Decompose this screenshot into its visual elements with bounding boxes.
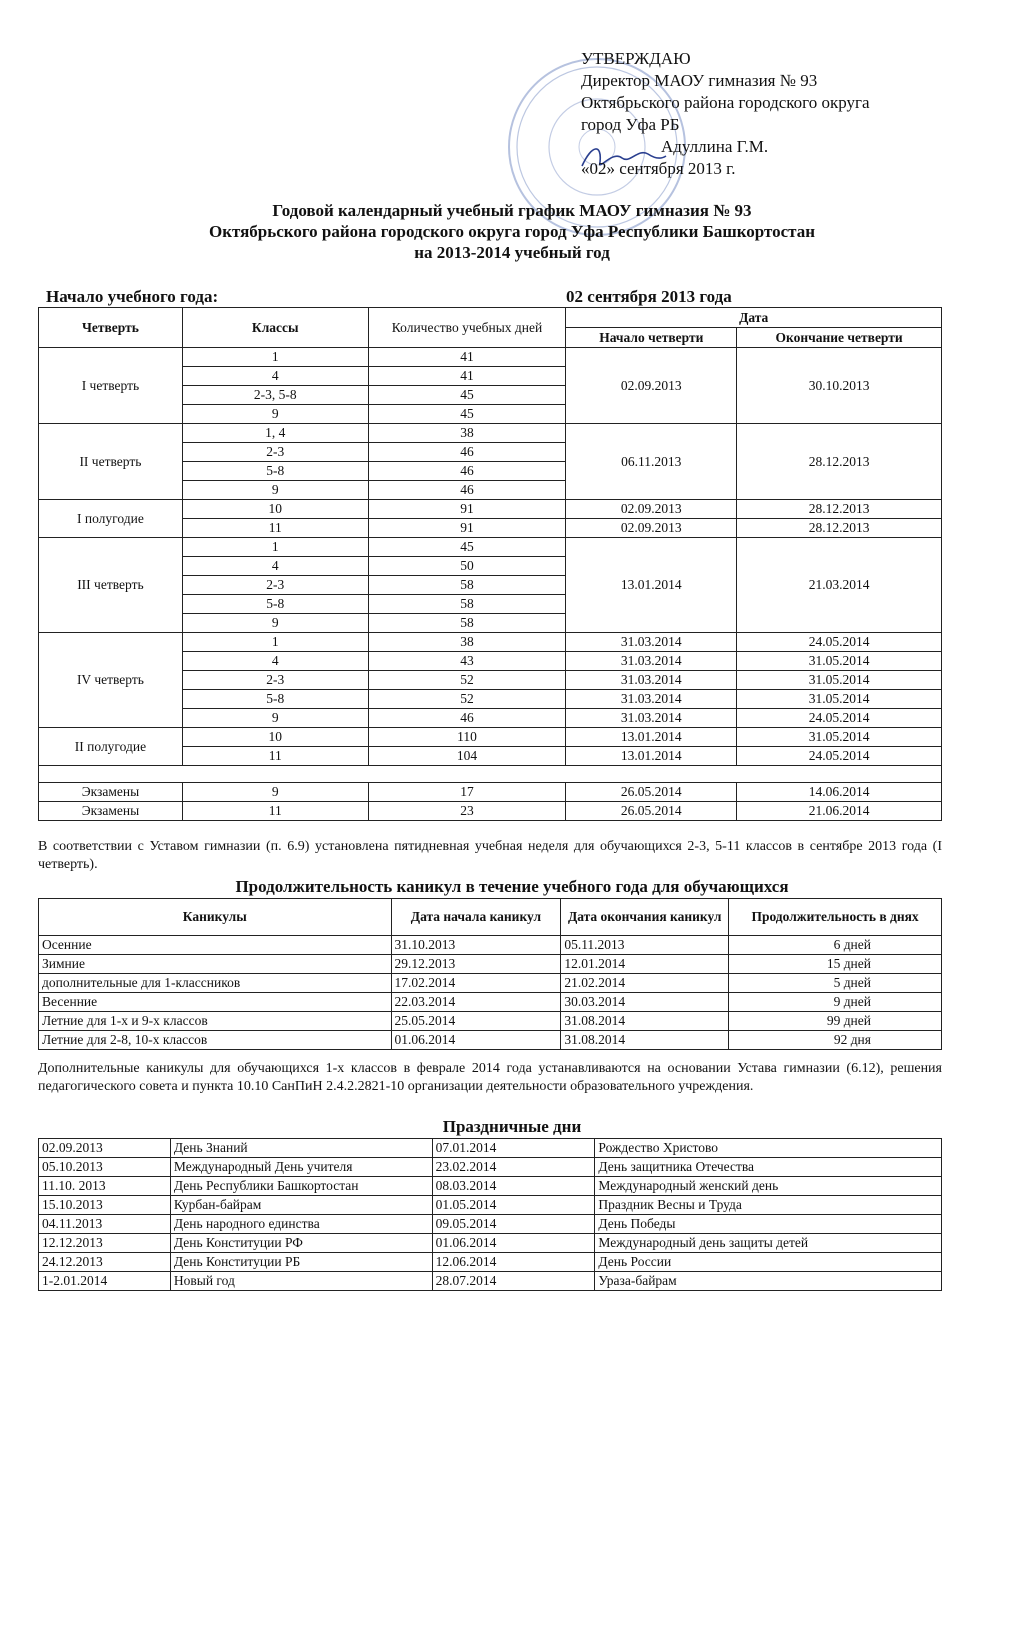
header-vac-start: Дата начала каникул <box>391 899 561 936</box>
end-cell: 24.05.2014 <box>737 633 942 652</box>
vacations-table <box>38 898 942 1050</box>
vac-end: 31.08.2014 <box>561 1012 729 1031</box>
table-row <box>39 500 942 519</box>
header-vac-length: Продолжительность в днях <box>729 899 942 936</box>
table-row <box>39 1139 942 1158</box>
quarter-name: II полугодие <box>39 728 183 766</box>
days-cell: 23 <box>368 802 566 821</box>
days-cell: 46 <box>368 443 566 462</box>
class-cell: 9 <box>182 783 368 802</box>
class-cell: 2-3 <box>182 671 368 690</box>
vac-start: 25.05.2014 <box>391 1012 561 1031</box>
quarter-name: I четверть <box>39 348 183 424</box>
vac-name: Весенние <box>39 993 392 1012</box>
approval-line: Директор МАОУ гимназия № 93 <box>581 71 818 90</box>
class-cell: 5-8 <box>182 690 368 709</box>
year-start-value: 02 сентября 2013 года <box>566 287 732 306</box>
holiday-date: 04.11.2013 <box>39 1215 171 1234</box>
vac-name: Осенние <box>39 936 392 955</box>
table-row <box>39 1215 942 1234</box>
exam-name: Экзамены <box>39 802 183 821</box>
vac-length: 92 дня <box>729 1031 942 1050</box>
approval-line: Октябрьского района городского округа <box>581 93 870 112</box>
vac-start: 17.02.2014 <box>391 974 561 993</box>
holiday-date: 08.03.2014 <box>432 1177 595 1196</box>
vac-name: Летние для 1-х и 9-х классов <box>39 1012 392 1031</box>
class-cell: 4 <box>182 652 368 671</box>
class-cell: 2-3, 5-8 <box>182 386 368 405</box>
class-cell: 9 <box>182 481 368 500</box>
quarter-name: IV четверть <box>39 633 183 728</box>
days-cell: 41 <box>368 348 566 367</box>
vac-end: 21.02.2014 <box>561 974 729 993</box>
start-cell: 13.01.2014 <box>566 538 737 633</box>
days-cell: 41 <box>368 367 566 386</box>
header-vac-name: Каникулы <box>39 899 392 936</box>
holiday-date: 1-2.01.2014 <box>39 1272 171 1291</box>
table-row <box>39 348 942 367</box>
table-row <box>39 783 942 802</box>
header-end: Окончание четверти <box>737 328 942 348</box>
class-cell: 5-8 <box>182 462 368 481</box>
end-cell: 28.12.2013 <box>737 424 942 500</box>
start-cell: 26.05.2014 <box>566 802 737 821</box>
title-line: Годовой календарный учебный график МАОУ гимназия № 93 <box>272 201 752 220</box>
holiday-name: День народного единства <box>170 1215 432 1234</box>
class-cell: 10 <box>182 500 368 519</box>
title-line: Октябрьского района городского округа город Уфа Республики Башкортостан <box>208 222 816 241</box>
holidays-table <box>38 1138 942 1291</box>
holiday-date: 12.06.2014 <box>432 1253 595 1272</box>
approval-line: УТВЕРЖДАЮ <box>581 49 691 68</box>
vac-length: 5 дней <box>729 974 942 993</box>
table-row <box>39 1177 942 1196</box>
start-cell: 31.03.2014 <box>566 690 737 709</box>
days-cell: 58 <box>368 576 566 595</box>
holiday-name: Ураза-байрам <box>595 1272 942 1291</box>
holiday-name: День Победы <box>595 1215 942 1234</box>
holiday-date: 07.01.2014 <box>432 1139 595 1158</box>
holiday-date: 05.10.2013 <box>39 1158 171 1177</box>
start-cell: 31.03.2014 <box>566 709 737 728</box>
end-cell: 31.05.2014 <box>737 728 942 747</box>
vac-name: дополнительные для 1-классников <box>39 974 392 993</box>
vac-name: Зимние <box>39 955 392 974</box>
class-cell: 2-3 <box>182 576 368 595</box>
days-cell: 43 <box>368 652 566 671</box>
days-cell: 58 <box>368 595 566 614</box>
vac-length: 9 дней <box>729 993 942 1012</box>
empty-row <box>39 766 942 783</box>
holiday-date: 11.10. 2013 <box>39 1177 171 1196</box>
quarter-name: III четверть <box>39 538 183 633</box>
header-start: Начало четверти <box>566 328 737 348</box>
holiday-date: 23.02.2014 <box>432 1158 595 1177</box>
title-line: на 2013-2014 учебный год <box>414 243 610 262</box>
holiday-name: Рождество Христово <box>595 1139 942 1158</box>
table-row <box>39 936 942 955</box>
holiday-name: Международный день защиты детей <box>595 1234 942 1253</box>
approval-date: «02» сентября 2013 г. <box>581 159 736 178</box>
vac-start: 01.06.2014 <box>391 1031 561 1050</box>
end-cell: 31.05.2014 <box>737 671 942 690</box>
days-cell: 46 <box>368 462 566 481</box>
days-cell: 52 <box>368 690 566 709</box>
vac-length: 6 дней <box>729 936 942 955</box>
class-cell: 1 <box>182 538 368 557</box>
table-row <box>39 974 942 993</box>
vac-end: 12.01.2014 <box>561 955 729 974</box>
header-classes: Классы <box>182 308 368 348</box>
end-cell: 24.05.2014 <box>737 747 942 766</box>
table-row <box>39 955 942 974</box>
vac-length: 99 дней <box>729 1012 942 1031</box>
approval-signer: Адуллина Г.М. <box>661 137 769 156</box>
start-cell: 02.09.2013 <box>566 519 737 538</box>
end-cell: 28.12.2013 <box>737 500 942 519</box>
header-vac-end: Дата окончания каникул <box>561 899 729 936</box>
exam-name: Экзамены <box>39 783 183 802</box>
holiday-date: 28.07.2014 <box>432 1272 595 1291</box>
days-cell: 38 <box>368 633 566 652</box>
class-cell: 4 <box>182 367 368 386</box>
header-date: Дата <box>566 308 942 328</box>
holidays-heading: Праздничные дни <box>442 1117 582 1136</box>
schedule-table <box>38 307 942 821</box>
end-cell: 31.05.2014 <box>737 690 942 709</box>
holiday-date: 15.10.2013 <box>39 1196 171 1215</box>
end-cell: 24.05.2014 <box>737 709 942 728</box>
holiday-name: День Конституции РФ <box>170 1234 432 1253</box>
vacations-heading: Продолжительность каникул в течение учебного года для обучающихся <box>235 877 789 896</box>
holiday-name: Курбан-байрам <box>170 1196 432 1215</box>
vac-end: 30.03.2014 <box>561 993 729 1012</box>
quarter-name: I полугодие <box>39 500 183 538</box>
vac-start: 31.10.2013 <box>391 936 561 955</box>
class-cell: 11 <box>182 519 368 538</box>
start-cell: 31.03.2014 <box>566 633 737 652</box>
table-row <box>39 802 942 821</box>
holiday-date: 01.05.2014 <box>432 1196 595 1215</box>
start-cell: 13.01.2014 <box>566 747 737 766</box>
holiday-name: День защитника Отечества <box>595 1158 942 1177</box>
table-row <box>39 1012 942 1031</box>
note-extra-vacations: Дополнительные каникулы для обучающихся 1-х классов в феврале 2014 года устанавливаются на основании Устава гимназии (6.12), решения педагогического совета и пункта 10.10 СанПиН 2.4.2.2821-10 организации деятельности образовательного учреждения. <box>38 1061 942 1094</box>
start-cell: 31.03.2014 <box>566 652 737 671</box>
table-row <box>39 1031 942 1050</box>
table-row <box>39 1272 942 1291</box>
holiday-date: 02.09.2013 <box>39 1139 171 1158</box>
vac-end: 31.08.2014 <box>561 1031 729 1050</box>
class-cell: 1 <box>182 348 368 367</box>
days-cell: 58 <box>368 614 566 633</box>
start-cell: 02.09.2013 <box>566 500 737 519</box>
table-row <box>39 993 942 1012</box>
end-cell: 31.05.2014 <box>737 652 942 671</box>
class-cell: 4 <box>182 557 368 576</box>
table-row <box>39 1253 942 1272</box>
table-row <box>39 424 942 443</box>
class-cell: 9 <box>182 405 368 424</box>
class-cell: 1, 4 <box>182 424 368 443</box>
start-cell: 06.11.2013 <box>566 424 737 500</box>
days-cell: 52 <box>368 671 566 690</box>
start-cell: 31.03.2014 <box>566 671 737 690</box>
vac-length: 15 дней <box>729 955 942 974</box>
class-cell: 11 <box>182 747 368 766</box>
holiday-date: 09.05.2014 <box>432 1215 595 1234</box>
days-cell: 45 <box>368 538 566 557</box>
table-row <box>39 1158 942 1177</box>
vac-end: 05.11.2013 <box>561 936 729 955</box>
holiday-name: Праздник Весны и Труда <box>595 1196 942 1215</box>
holiday-date: 01.06.2014 <box>432 1234 595 1253</box>
start-cell: 02.09.2013 <box>566 348 737 424</box>
holiday-date: 12.12.2013 <box>39 1234 171 1253</box>
days-cell: 45 <box>368 405 566 424</box>
holiday-name: Международный День учителя <box>170 1158 432 1177</box>
table-row <box>39 1234 942 1253</box>
table-row <box>39 538 942 557</box>
start-cell: 26.05.2014 <box>566 783 737 802</box>
note-five-day-week: В соответствии с Уставом гимназии (п. 6.9) установлена пятидневная учебная неделя для обучающихся 2-3, 5-11 классов в сентябре 2013 года (I четверть). <box>38 839 942 872</box>
holiday-name: Новый год <box>170 1272 432 1291</box>
days-cell: 46 <box>368 709 566 728</box>
approval-block <box>581 48 870 180</box>
class-cell: 5-8 <box>182 595 368 614</box>
class-cell: 2-3 <box>182 443 368 462</box>
days-cell: 46 <box>368 481 566 500</box>
vac-name: Летние для 2-8, 10-х классов <box>39 1031 392 1050</box>
days-cell: 45 <box>368 386 566 405</box>
holiday-date: 24.12.2013 <box>39 1253 171 1272</box>
table-row <box>39 728 942 747</box>
days-cell: 17 <box>368 783 566 802</box>
days-cell: 91 <box>368 500 566 519</box>
days-cell: 38 <box>368 424 566 443</box>
holiday-name: День России <box>595 1253 942 1272</box>
days-cell: 110 <box>368 728 566 747</box>
end-cell: 21.06.2014 <box>737 802 942 821</box>
page-title <box>0 200 1024 263</box>
holiday-name: День Знаний <box>170 1139 432 1158</box>
days-cell: 91 <box>368 519 566 538</box>
header-quarter: Четверть <box>39 308 183 348</box>
end-cell: 14.06.2014 <box>737 783 942 802</box>
end-cell: 28.12.2013 <box>737 519 942 538</box>
table-row <box>39 1196 942 1215</box>
vac-start: 22.03.2014 <box>391 993 561 1012</box>
year-start-label: Начало учебного года: <box>46 287 219 306</box>
class-cell: 11 <box>182 802 368 821</box>
holiday-name: День Республики Башкортостан <box>170 1177 432 1196</box>
end-cell: 30.10.2013 <box>737 348 942 424</box>
class-cell: 10 <box>182 728 368 747</box>
approval-line: город Уфа РБ <box>581 115 680 134</box>
header-days: Количество учебных дней <box>368 308 566 348</box>
class-cell: 9 <box>182 614 368 633</box>
table-row <box>39 633 942 652</box>
vac-start: 29.12.2013 <box>391 955 561 974</box>
class-cell: 1 <box>182 633 368 652</box>
holiday-name: Международный женский день <box>595 1177 942 1196</box>
class-cell: 9 <box>182 709 368 728</box>
holiday-name: День Конституции РБ <box>170 1253 432 1272</box>
quarter-name: II четверть <box>39 424 183 500</box>
end-cell: 21.03.2014 <box>737 538 942 633</box>
days-cell: 104 <box>368 747 566 766</box>
start-cell: 13.01.2014 <box>566 728 737 747</box>
days-cell: 50 <box>368 557 566 576</box>
